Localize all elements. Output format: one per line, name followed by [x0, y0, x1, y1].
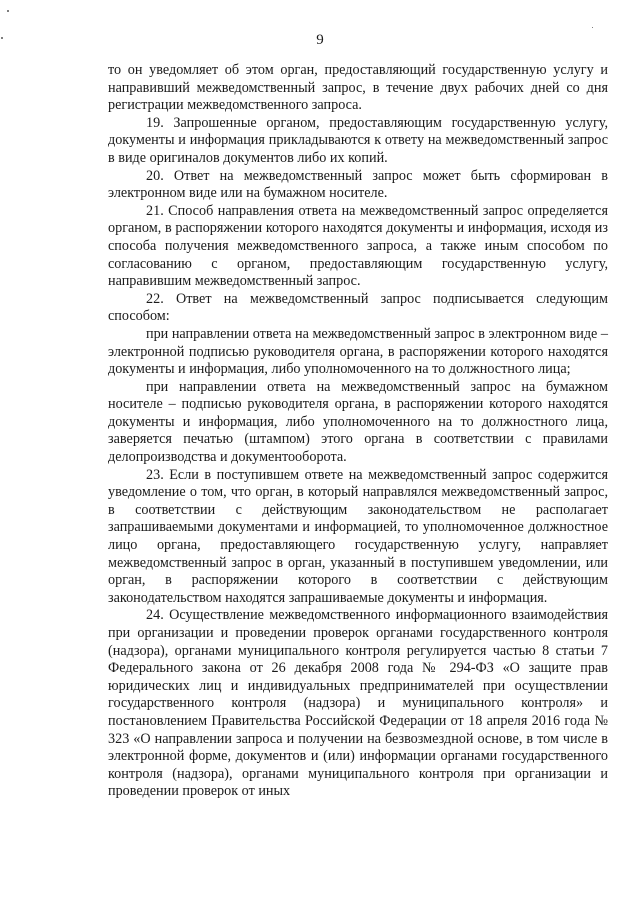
scan-speck — [592, 27, 593, 28]
paragraph-23: 23. Если в поступившем ответе на межведомственный запрос содержится уведомление о том, что орган, в который направлялся межведомственный запрос, в соответствии с действующим законодательством не располагает запрашиваемыми документами и информацией, то уполномоченное должностное лицо органа, предоставляющего государственную услугу, направляет межведомственный запрос в орган, указанный в поступившем уведомлении, или орган, в распоряжении которого в соответствии с действующим законодательством находятся запрашиваемые документы и информация. — [108, 466, 608, 606]
paragraph-22-paper: при направлении ответа на межведомственный запрос на бумажном носителе – подписью руководителя органа, в распоряжении которого находятся документы и информация, либо уполномоченного на то должностного лица, заверяется печатью (штампом) этого органа в соответствии с правилами делопроизводства и документооборота. — [108, 378, 608, 466]
paragraph-continuation: то он уведомляет об этом орган, предоставляющий государственную услугу и направивший межведомственный запрос, в течение двух рабочих дней со дня регистрации межведомственного запроса. — [108, 62, 608, 114]
paragraph-19: 19. Запрошенные органом, предоставляющим государственную услугу, документы и информация прикладываются к ответу на межведомственный запрос в виде оригиналов документов либо их копий. — [108, 114, 608, 166]
scan-speck — [7, 10, 9, 12]
paragraph-24: 24. Осуществление межведомственного информационного взаимодействия при организации и проведении проверок органами государственного контроля (надзора), органами муниципального контроля регулируется частью 8 статьи 7 Федерального закона от 26 декабря 2008 года № 294-ФЗ «О защите прав юридических лиц и индивидуальных предпринимателей при осуществлении государственного контроля (надзора) и муниципального контроля» и постановлением Правительства Российской Федерации от 18 апреля 2016 года № 323 «О направлении запроса и получении на безвозмездной основе, в том числе в электронной форме, документов и (или) информации органами государственного контроля (надзора), органами муниципального контроля при организации и проведении проверок от иных — [108, 607, 608, 800]
paragraph-20: 20. Ответ на межведомственный запрос может быть сформирован в электронном виде или на бумажном носителе. — [108, 167, 608, 202]
page-number: 9 — [316, 32, 324, 48]
paragraph-22: 22. Ответ на межведомственный запрос подписывается следующим способом: — [108, 290, 608, 325]
paragraph-21: 21. Способ направления ответа на межведомственный запрос определяется органом, в распоряжении которого находятся документы и информация, исходя из способа получения межведомственного запроса, а также иным способом по согласованию с органом, предоставляющим государственную услугу, направившим межведомственный запрос. — [108, 202, 608, 290]
paragraph-22-electronic: при направлении ответа на межведомственный запрос в электронном виде – электронной подписью руководителя органа, в распоряжении которого находятся документы и информация, либо уполномоченного на то должностного лица; — [108, 325, 608, 378]
document-body — [108, 62, 608, 801]
